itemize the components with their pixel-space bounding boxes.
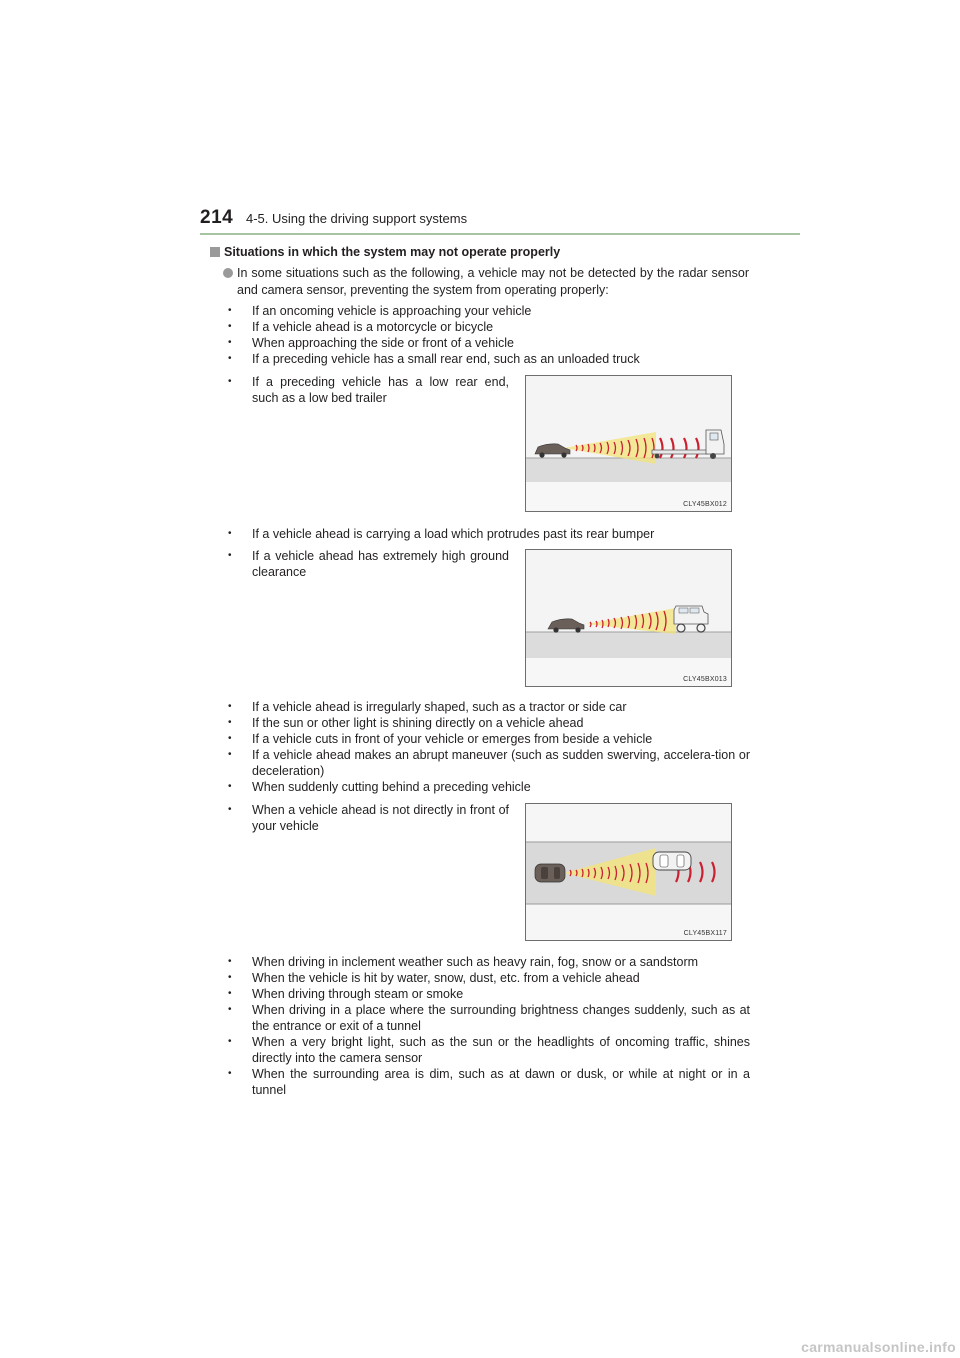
section-title: 4-5. Using the driving support systems (246, 211, 468, 226)
high-clearance-illustration (526, 550, 731, 686)
condition-protruding-load (226, 526, 750, 542)
list-item: • When driving through steam or smoke (226, 986, 750, 1002)
list-item: • When approaching the side or front of a vehicle (226, 335, 750, 351)
list-item: • When a very bright light, such as the sun or the headlights of oncoming traffic, shines directly into the camera sensor (226, 1034, 750, 1066)
section-heading (210, 245, 560, 259)
list-item: • When the surrounding area is dim, such as at dawn or dusk, or while at night or in a tunnel (226, 1066, 750, 1098)
condition-list-1 (226, 303, 750, 367)
condition-low-rear (226, 374, 509, 406)
figure-code: CLY45BX117 (683, 930, 727, 937)
condition-high-clearance (226, 548, 509, 580)
page-header (200, 207, 800, 235)
condition-not-in-front (226, 802, 509, 834)
figure-high-clearance (525, 549, 732, 687)
list-item: • If an oncoming vehicle is approaching your vehicle (226, 303, 750, 319)
low-trailer-illustration (526, 376, 731, 511)
list-item: • If a vehicle ahead has extremely high ground clearance (226, 548, 509, 580)
list-item: • When driving in a place where the surrounding brightness changes suddenly, such as at the entrance or exit of a tunnel (226, 1002, 750, 1034)
section-heading-text: Situations in which the system may not operate properly (224, 245, 561, 259)
condition-list-3 (226, 954, 750, 1098)
circle-bullet-icon (223, 268, 233, 278)
figure-code: CLY45BX012 (683, 501, 727, 508)
list-item: • If a preceding vehicle has a small rear end, such as an unloaded truck (226, 351, 750, 367)
list-item: • If the sun or other light is shining directly on a vehicle ahead (226, 715, 750, 731)
watermark: carmanualsonline.info (801, 1339, 956, 1355)
page-number: 214 (200, 207, 234, 228)
list-item: • When a vehicle ahead is not directly in front of your vehicle (226, 802, 509, 834)
offset-vehicle-illustration (526, 804, 731, 940)
list-item: • If a vehicle ahead is carrying a load which protrudes past its rear bumper (226, 526, 750, 542)
list-item: • If a vehicle ahead is a motorcycle or bicycle (226, 319, 750, 335)
list-item: • When the vehicle is hit by water, snow, dust, etc. from a vehicle ahead (226, 970, 750, 986)
figure-low-rear-trailer (525, 375, 732, 512)
list-item: • When driving in inclement weather such as heavy rain, fog, snow or a sandstorm (226, 954, 750, 970)
intro-text: In some situations such as the following, a vehicle may not be detected by the radar sensor and camera sensor, preventing the system from operating properly: (237, 266, 749, 297)
square-bullet-icon (210, 247, 220, 257)
intro-paragraph (237, 265, 749, 299)
list-item: • If a vehicle ahead is irregularly shaped, such as a tractor or side car (226, 699, 750, 715)
list-item: • If a vehicle cuts in front of your vehicle or emerges from beside a vehicle (226, 731, 750, 747)
figure-offset-vehicle (525, 803, 732, 941)
figure-code: CLY45BX013 (683, 676, 727, 683)
condition-list-2 (226, 699, 750, 795)
list-item: • If a preceding vehicle has a low rear end, such as a low bed trailer (226, 374, 509, 406)
list-item: • When suddenly cutting behind a preceding vehicle (226, 779, 750, 795)
header-divider (200, 233, 800, 235)
list-item: • If a vehicle ahead makes an abrupt maneuver (such as sudden swerving, accelera-tion or deceleration) (226, 747, 750, 779)
